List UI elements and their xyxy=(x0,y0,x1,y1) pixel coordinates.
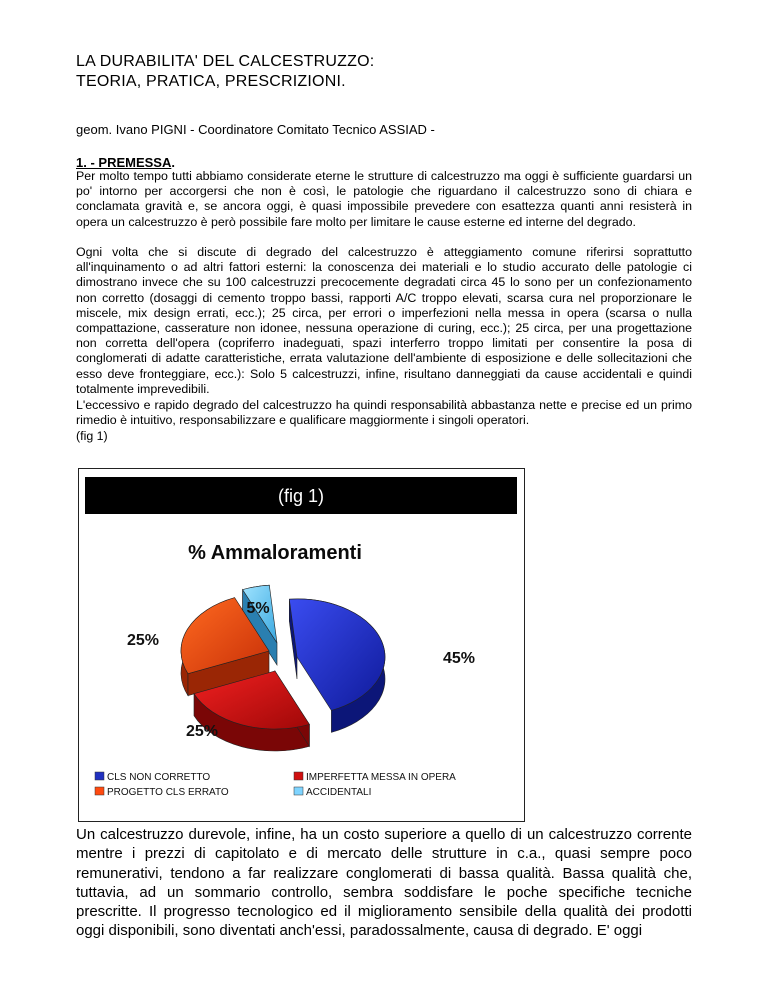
paragraph-4: Un calcestruzzo durevole, infine, ha un costo superiore a quello di un calcestruzzo corrente mentre i prezzi di capitolato e di mercato delle strutture in c.a., quasi sempre poco remunerativi, tendono a far realizzare conglomerati di bassa qualità. Bassa qualità che, tuttavia, ad un sommario controllo, sembra soddisfare le poche specifiche tecniche prescritte. Il progresso tecnologico ed il miglioramento sensibile della qualità dei prodotti oggi disponibili, sono diventati anch'essi, paradossalmente, causa di degrado. E' oggi xyxy=(76,826,692,940)
document-title xyxy=(76,52,374,92)
paragraph-1: Per molto tempo tutti abbiamo considerate eterne le strutture di calcestruzzo ma oggi è sufficiente guardarsi un po' intorno per accorgersi che non è così, le patologie che riguardano il calcestruzzo sono di chiara e conclamata gravità e, se ancora oggi, è quasi impossibile prevedere con esattezza quanti anni resisterà in opera un calcestruzzo è però possibile fare molto per limitare le cause esterne ed interne del degrado. xyxy=(76,169,692,229)
title-line-1: LA DURABILITA' DEL CALCESTRUZZO: xyxy=(76,53,375,70)
legend-swatch-1 xyxy=(95,772,104,780)
title-line-2: TEORIA, PRATICA, PRESCRIZIONI. xyxy=(76,73,346,90)
legend-label-3: PROGETTO CLS ERRATO xyxy=(107,787,229,798)
figure-1-chart xyxy=(78,468,525,822)
pie-chart xyxy=(79,469,524,821)
paragraph-2: Ogni volta che si discute di degrado del calcestruzzo è atteggiamento comune riferirsi soprattutto all'inquinamento o ad altri fattori esterni: la conoscenza dei materiali e lo studio accurato delle patologie ci dimostrano invece che su 100 calcestruzzi precocemente degradati circa 45 lo sono per un confezionamento non corretto (dosaggi di cemento troppo bassi, rapporti A/C troppo elevati, scarsa cura nel proporzionare le miscele, mix design errati, ecc.); 25 circa, per errori o imperfezioni nella messa in opera (scarsa o nulla compattazione, casserature non idonee, nessuna operazione di curing, ecc.); 25 circa, per una progettazione non corretta dell'opera (copriferro inadeguati, spazi interferro troppo limitati per consentire la posa di conglomerati di adatte caratteristiche, errata valutazione dell'ambiente di esposizione e delle sollecitazioni che esso deve fronteggiare, ecc.): Solo 5 calcestruzzi, infine, risultano danneggiati da cause accidentali e quindi totalmente imprevedibili. xyxy=(76,245,692,396)
pie-slice-label-2: 25% xyxy=(185,723,219,740)
legend-label-2: IMPERFETTA MESSA IN OPERA xyxy=(306,772,456,783)
chart-header: (fig 1) xyxy=(277,486,325,506)
legend-label-1: CLS NON CORRETTO xyxy=(107,772,211,783)
legend-swatch-4 xyxy=(294,787,303,795)
pie-slice-label-4: 5% xyxy=(246,600,270,617)
section-heading-suffix: . xyxy=(171,155,175,170)
paragraph-3: L'eccessivo e rapido degrado del calcestruzzo ha quindi responsabilità abbastanza nette e precise ed un primo rimedio è intuitivo, responsabilizzare e qualificare maggiormente i singoli operatori. xyxy=(76,398,692,428)
chart-title: % Ammaloramenti xyxy=(188,542,362,564)
author-line: geom. Ivano PIGNI - Coordinatore Comitato Tecnico ASSIAD - xyxy=(76,122,435,137)
figure-reference: (fig 1) xyxy=(76,429,108,443)
legend-label-4: ACCIDENTALI xyxy=(306,787,372,798)
legend-swatch-2 xyxy=(294,772,303,780)
pie-slice-label-1: 45% xyxy=(442,650,476,667)
section-heading-text: 1. - PREMESSA xyxy=(76,155,172,170)
pie-slice-label-3: 25% xyxy=(126,632,160,649)
legend-swatch-3 xyxy=(95,787,104,795)
